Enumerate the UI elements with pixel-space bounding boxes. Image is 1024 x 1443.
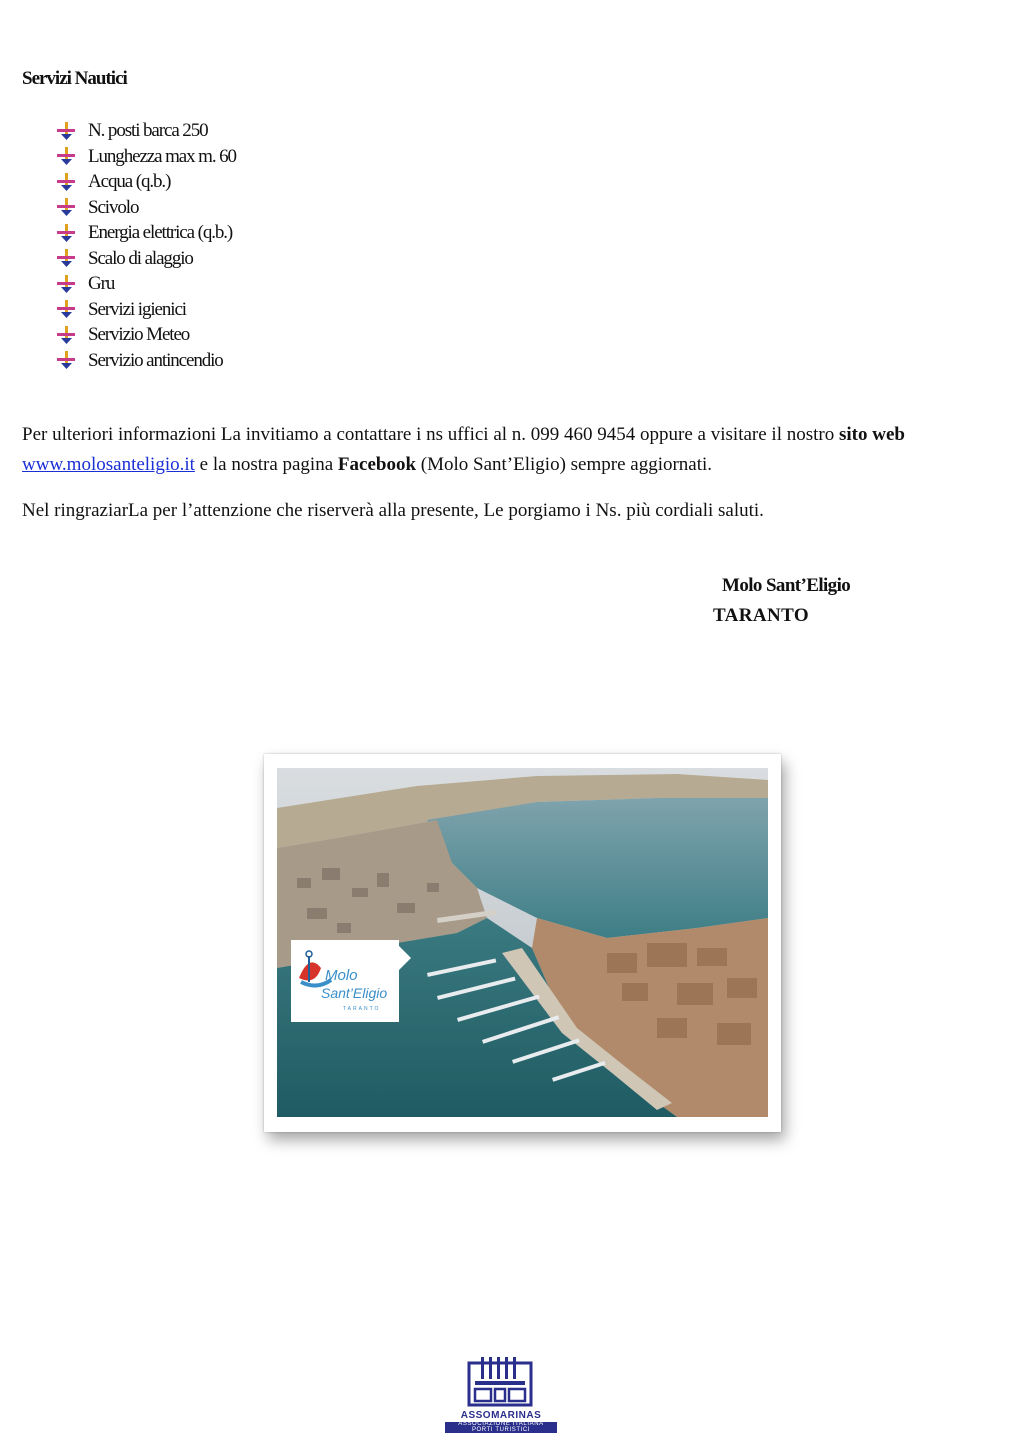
section-heading: Servizi Nautici bbox=[22, 68, 127, 89]
list-item: Gru bbox=[56, 271, 236, 297]
arrow-bullet-icon bbox=[56, 146, 76, 166]
list-item: N. posti barca 250 bbox=[56, 118, 236, 144]
site-web-label: sito web bbox=[838, 424, 905, 445]
logo-text-santeligio: Sant’Eligio bbox=[321, 985, 388, 1001]
list-item: Acqua (q.b.) bbox=[56, 169, 236, 195]
aerial-photo bbox=[264, 754, 781, 1132]
logo-text-molo: Molo bbox=[325, 967, 358, 984]
contact-paragraph: Per ulteriori informazioni La invitiamo a contattare i ns uffici al n. 099 460 9454 oppure a visitare il nostro sito web www.molosanteligio.it e la nostra pagina Facebook (Molo Sant’Eligio) sempre aggiornati. bbox=[22, 424, 905, 475]
list-item: Energia elettrica (q.b.) bbox=[56, 220, 236, 246]
arrow-bullet-icon bbox=[56, 172, 76, 192]
arrow-bullet-icon bbox=[56, 299, 76, 319]
facebook-label: Facebook bbox=[337, 454, 417, 475]
list-item: Servizio antincendio bbox=[56, 348, 236, 374]
list-item: Servizio Meteo bbox=[56, 322, 236, 348]
arrow-bullet-icon bbox=[56, 350, 76, 370]
closing-paragraph: Nel ringraziarLa per l’attenzione che riserverà alla presente, Le porgiamo i Ns. più cordiali saluti. bbox=[22, 500, 764, 521]
arrow-bullet-icon bbox=[56, 248, 76, 268]
footer-org-title: ASSOMARINAS bbox=[460, 1410, 542, 1421]
arrow-bullet-icon bbox=[56, 325, 76, 345]
arrow-bullet-icon bbox=[56, 223, 76, 243]
logo-text-taranto: TARANTO bbox=[343, 1006, 381, 1012]
list-item: Scivolo bbox=[56, 195, 236, 221]
website-link[interactable]: www.molosanteligio.it bbox=[22, 454, 195, 475]
arrow-bullet-icon bbox=[56, 121, 76, 141]
signature-name: Molo Sant’Eligio bbox=[722, 575, 851, 596]
services-list bbox=[56, 118, 236, 373]
list-item: Scalo di alaggio bbox=[56, 246, 236, 272]
list-item: Lunghezza max m. 60 bbox=[56, 144, 236, 170]
arrow-bullet-icon bbox=[56, 274, 76, 294]
aerial-harbor-image bbox=[277, 768, 768, 1117]
signature-city: TARANTO bbox=[713, 605, 810, 626]
arrow-bullet-icon bbox=[56, 197, 76, 217]
list-item: Servizi igienici bbox=[56, 297, 236, 323]
footer-org-subtitle: ASSOCIAZIONE ITALIANA PORTI TURISTICI bbox=[445, 1422, 557, 1433]
